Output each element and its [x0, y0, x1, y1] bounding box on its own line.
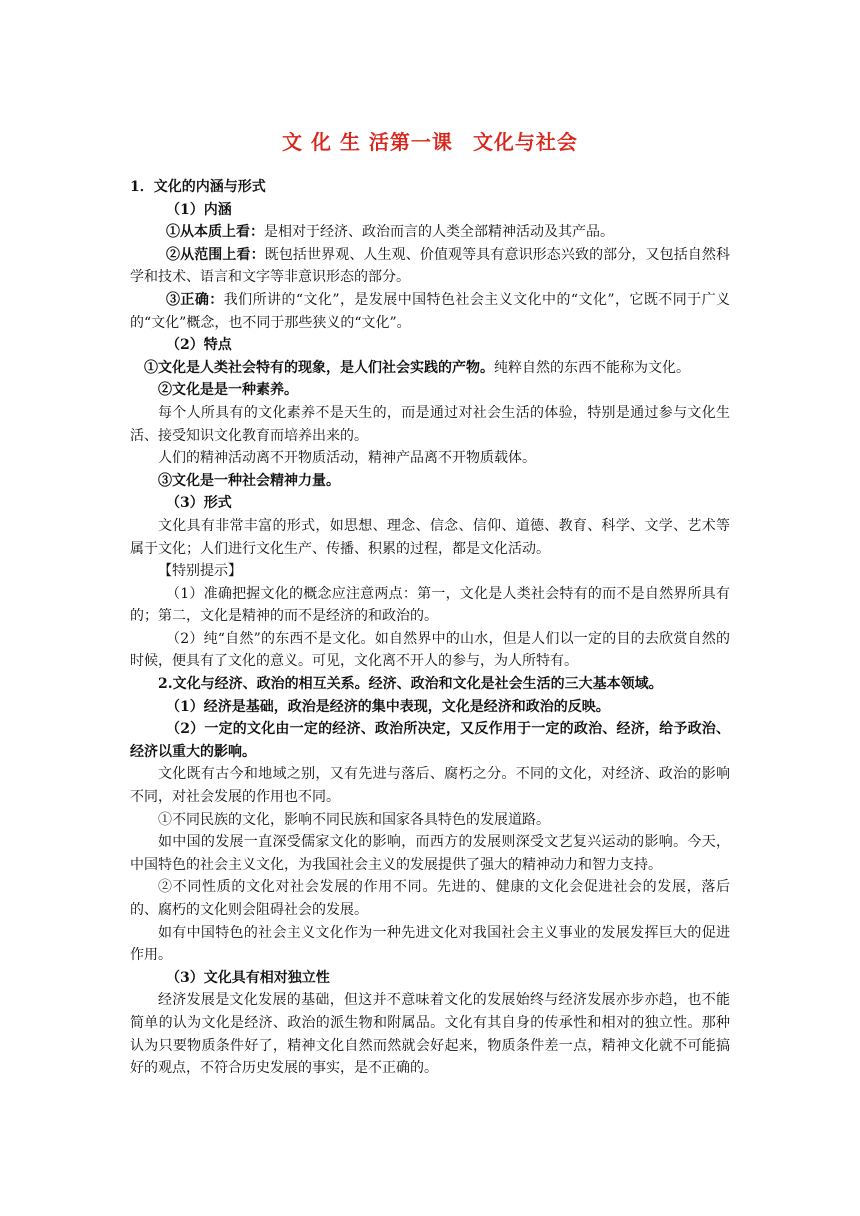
special-tip-heading: 【特别提示】 [158, 563, 242, 580]
subsection-1-1-heading: （1）内涵 [166, 201, 232, 218]
paragraph-scope [130, 244, 730, 289]
paragraph-trait-3: ③文化是一种社会精神力量。 [158, 472, 340, 489]
paragraph-correct-text: 我们所讲的“文化”，是发展中国特色社会主义文化中的“文化”，它既不同于广义的“文化”概念，也不同于那些狭义的“文化”。 [130, 291, 731, 331]
document-page [130, 128, 730, 1080]
paragraph-trait-1-text: 纯粹自然的东西不能称为文化。 [494, 359, 690, 376]
title-part-b: 文化与社会 [472, 130, 578, 154]
paragraph-forms: 文化具有非常丰富的形式，如思想、理念、信念、信仰、道德、教育、科学、文学、艺术等属于文化；人们进行文化生产、传播、积累的过程，都是文化活动。 [130, 517, 730, 557]
paragraph-nature-of-culture: ②不同性质的文化对社会发展的作用不同。先进的、健康的文化会促进社会的发展，落后的、腐朽的文化则会阻碍社会的发展。 [130, 879, 730, 918]
paragraph-tip-1: （1）准确把握文化的概念应注意两点：第一，文化是人类社会特有的而不是自然界所具有的；第二，文化是精神的而不是经济的和政治的。 [130, 585, 730, 625]
paragraph-essence-lead: ①从本质上看： [166, 224, 264, 241]
paragraph-correct-lead: ③正确： [166, 291, 224, 308]
paragraph-national-culture: ①不同民族的文化，影响不同民族和国家各具特色的发展道路。 [158, 811, 550, 828]
paragraph-advanced-culture: 如有中国特色的社会主义文化作为一种先进文化对我国社会主义事业的发展发挥巨大的促进作用。 [130, 924, 730, 964]
paragraph-trait-1 [130, 357, 730, 380]
paragraph-essence-text: 是相对于经济、政治而言的人类全部精神活动及其产品。 [264, 224, 614, 241]
paragraph-scope-lead: ②从范围上看： [166, 246, 265, 263]
paragraph-literacy: 每个人所具有的文化素养不是天生的，而是通过对社会生活的体验，特别是通过参与文化生活、接受知识文化教育而培养出来的。 [130, 404, 730, 444]
section-2-heading: 2.文化与经济、政治的相互关系。经济、政治和文化是社会生活的三大基本领域。 [158, 676, 663, 693]
paragraph-tip-2: （2）纯“自然”的东西不是文化。如自然界中的山水，但是人们以一定的目的去欣赏自然的时候，便具有了文化的意义。可见，文化离不开人的参与，为人所特有。 [130, 630, 730, 670]
subsection-2-2-heading: （2）一定的文化由一定的经济、政治所决定，又反作用于一定的政治、经济，给予政治、经济以重大的影响。 [130, 721, 730, 760]
title-part-a: 文 化 生 活第一课 [282, 130, 453, 154]
paragraph-independence: 经济发展是文化发展的基础，但这并不意味着文化的发展始终与经济发展亦步亦趋，也不能简单的认为文化是经济、政治的派生物和附属品。文化有其自身的传承性和相对的独立性。那种认为只要物质条件好了，精神文化自然而然就会好起来，物质条件差一点，精神文化就不可能搞好的观点，不符合历史发展的事实，是不正确的。 [130, 992, 730, 1077]
subsection-1-2-heading: （2）特点 [166, 337, 232, 354]
paragraph-correct [130, 289, 730, 334]
section-1-heading: 1．文化的内涵与形式 [130, 179, 266, 195]
subsection-1-3-heading: （3）形式 [166, 495, 232, 512]
paragraph-material: 人们的精神活动离不开物质活动，精神产品离不开物质载体。 [158, 450, 536, 467]
paragraph-essence [130, 221, 730, 244]
paragraph-trait-1-lead: ①文化是人类社会特有的现象，是人们社会实践的产物。 [144, 359, 494, 376]
paragraph-difference: 文化既有古今和地域之别，又有先进与落后、腐朽之分。不同的文化，对经济、政治的影响不同，对社会发展的作用也不同。 [130, 766, 730, 806]
page-title [130, 128, 730, 156]
subsection-2-3-heading: （3）文化具有相对独立性 [166, 969, 330, 986]
paragraph-china-example: 如中国的发展一直深受儒家文化的影响，而西方的发展则深受文艺复兴运动的影响。今天，中国特色的社会主义文化，为我国社会主义的发展提供了强大的精神动力和智力支持。 [130, 834, 730, 873]
paragraph-scope-text: 既包括世界观、人生观、价值观等具有意识形态兴致的部分，又包括自然科学和技术、语言和文字等非意识形态的部分。 [130, 246, 730, 286]
paragraph-trait-2: ②文化是是一种素养。 [158, 382, 298, 399]
subsection-2-1-heading: （1）经济是基础，政治是经济的集中表现，文化是经济和政治的反映。 [166, 698, 610, 715]
